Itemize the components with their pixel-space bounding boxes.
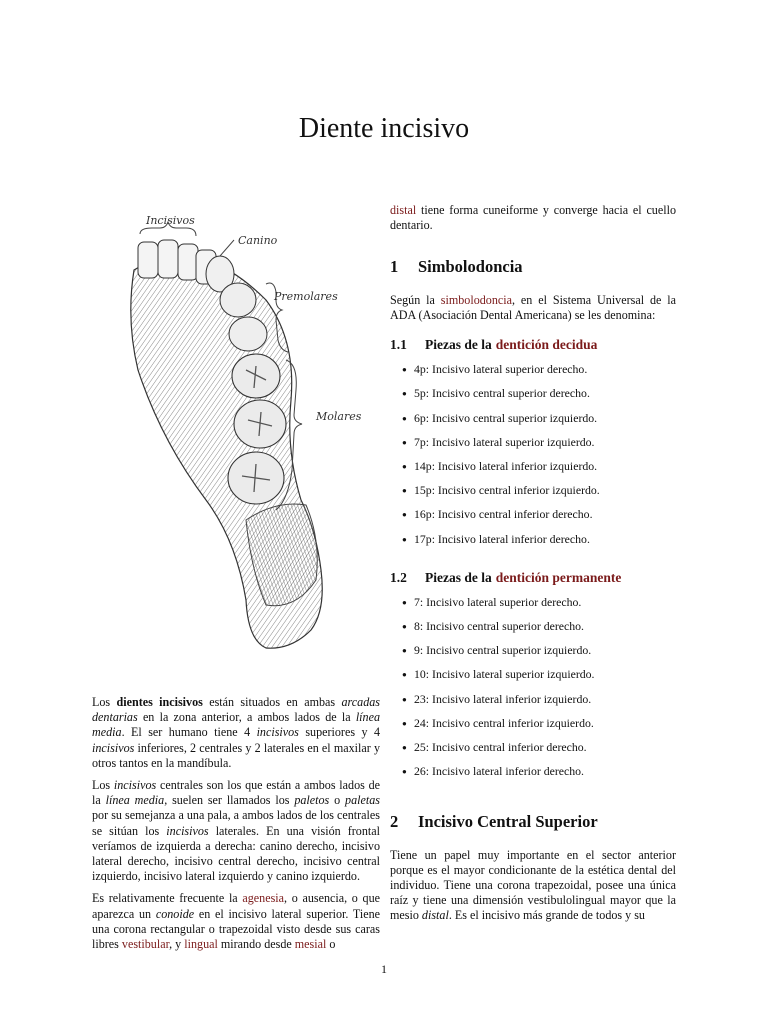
list-item: ● 14p: Incisivo lateral inferior izquierdo. [402,459,676,483]
text: tiene forma cuneiforme y converge hacia el cuello dentario. [390,203,676,233]
list-item: ● 6p: Incisivo central superior izquierdo. [402,411,676,435]
section-title: Incisivo Central Superior [418,812,598,832]
text: centrales son los que están a ambos lados de la [92,778,380,808]
figure-label-incisivos: Incisivos [146,214,195,227]
subsection-title: Piezas de la [425,569,492,585]
text: , suelen ser llamados los [164,793,295,808]
figure-label-canino: Canino [238,234,278,247]
link-mesial[interactable]: mesial [294,937,327,952]
subsection-heading-permanente [390,570,676,585]
term-italic: paletas [345,793,380,808]
list-item: ● 7p: Incisivo lateral superior izquierdo. [402,435,676,459]
term-italic: incisivos [113,778,157,793]
figure-label-premolares: Premolares [274,290,338,303]
permanente-list [402,595,676,789]
link-distal[interactable]: distal [390,203,417,217]
text: . El ser humano tiene 4 [121,725,257,740]
text: superiores y 4 [298,725,380,740]
text: Los [92,778,114,793]
mandible-illustration [116,200,374,660]
link-vestibular[interactable]: vestibular [121,937,170,952]
link-denticion-decidua[interactable]: dentición decidua [495,337,598,353]
list-item: ● 23: Incisivo lateral inferior izquierdo. [402,692,676,716]
text: laterales. En una visión frontal veríamos de izquierda a derecha: canino derecho, incisivo lateral derecho, incisivo central derecho, incisivo central izquierdo, incisivo lateral izquierdo y canino izquierdo. [92,823,380,884]
right-column [390,203,676,931]
term-italic: línea media [92,710,380,740]
text: Es relativamente frecuente la [92,891,243,906]
term-bold: dientes incisivos [116,695,203,709]
term-italic: paletos [294,793,330,808]
term-italic: incisivos [256,725,299,740]
list-item: ● 7: Incisivo lateral superior derecho. [402,595,676,619]
list-item: ● 24: Incisivo central inferior izquierdo. [402,716,676,740]
term-italic: arcadas dentarias [92,695,380,725]
section-number: 1 [390,257,399,277]
list-item: ● 5p: Incisivo central superior derecho. [402,386,676,410]
term-italic: incisivos [166,823,209,838]
subsection-title: Piezas de la [425,337,492,353]
text: , o ausencia, o que aparezca un [92,891,381,921]
incisivo-central-paragraph [390,848,676,924]
term-italic: distal [421,908,449,923]
intro-paragraph [92,695,380,771]
text: en el incisivo lateral superior. Tiene una corona rectangular o trapezoidal visto desde sus caras libres [92,906,380,952]
subsection-number: 1.1 [390,337,407,353]
continuation-paragraph [390,203,676,233]
list-item: ● 16p: Incisivo central inferior derecho. [402,507,676,531]
figure-label-molares: Molares [316,410,362,423]
link-agenesia[interactable]: agenesia [242,891,285,906]
decidua-list [402,362,676,556]
term-italic: incisivos [92,740,135,755]
text: o [329,793,346,808]
subsection-number: 1.2 [390,569,407,585]
link-simbolodoncia[interactable]: simbolodoncia [440,292,512,307]
simbolodoncia-paragraph [390,293,676,323]
molar-teeth [228,354,286,504]
text: mirando desde [217,937,295,952]
text: Según la [390,292,441,307]
text: por su semejanza a una pala, a ambos lados de los centrales se sitúan los [92,808,380,838]
list-item: ● 15p: Incisivo central inferior izquierdo. [402,483,676,507]
text: . Es el incisivo más grande de todos y su [448,908,645,923]
list-item: ● 4p: Incisivo lateral superior derecho. [402,362,676,386]
centrales-paragraph [92,778,380,884]
text: o [326,937,336,952]
term-italic: conoide [155,906,195,921]
link-denticion-permanente[interactable]: dentición permanente [495,569,622,585]
list-item: ● 9: Incisivo central superior izquierdo. [402,643,676,667]
text: , en el Sistema Universal de la ADA (Asociación Dental Americana) se les denomina: [390,292,676,322]
section-heading-simbolodoncia [390,257,676,277]
link-lingual[interactable]: lingual [184,937,218,952]
list-item: ● 17p: Incisivo lateral inferior derecho. [402,532,676,556]
text: Los [92,695,117,709]
text: , y [169,937,185,952]
text: Tiene un papel muy importante en el sector anterior porque es el mayor condicionante de la estética dental del individuo. Tiene una corona trapezoidal, posee una única raíz y tiene una dimensión vestibulolingual mayor que la mesio [390,847,676,923]
list-item: ● 8: Incisivo central superior derecho. [402,619,676,643]
section-number: 2 [390,812,399,832]
text: están situados en ambas [202,695,342,709]
term-italic: línea media [105,793,165,808]
text: en la zona anterior, a ambos lados de la [137,710,356,725]
subsection-heading-decidua [390,337,676,352]
section-title: Simbolodoncia [418,257,523,277]
list-item: ● 25: Incisivo central inferior derecho. [402,740,676,764]
text: inferiores, 2 centrales y 2 laterales en el maxilar y otros tantos en la mandíbula. [92,740,380,770]
left-column [92,695,380,959]
list-item: ● 26: Incisivo lateral inferior derecho. [402,764,676,788]
agenesia-paragraph [92,891,380,952]
section-heading-incisivo-central [390,812,676,832]
list-item: ● 10: Incisivo lateral superior izquierdo. [402,667,676,691]
page-title: Diente incisivo [298,113,470,144]
page-number: 1 [381,962,387,976]
